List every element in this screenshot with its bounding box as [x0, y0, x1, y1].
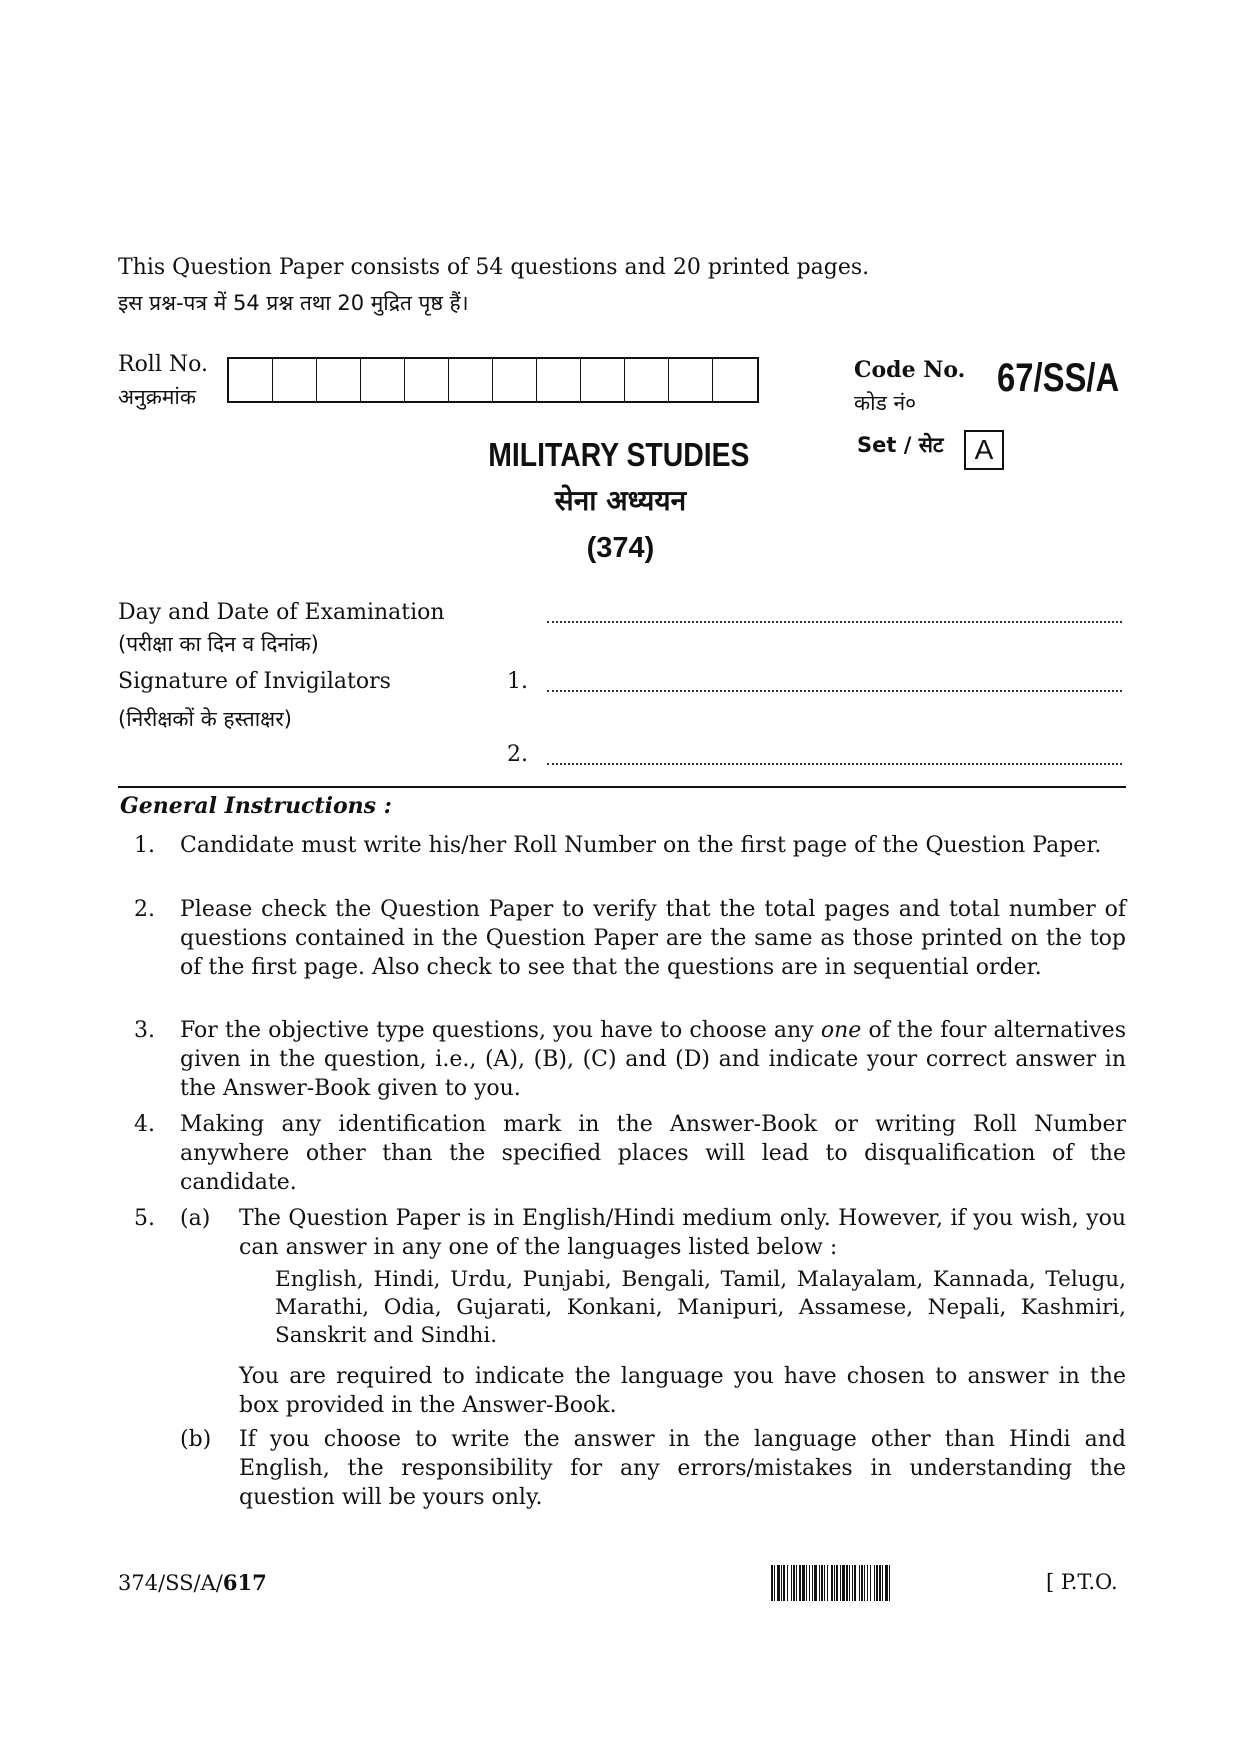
roll-label: Roll No. — [118, 352, 208, 377]
instruction-2-text: Please check the Question Paper to verify that the total pages and total number of questions contained in the Question Paper are the same as those printed on the top of the first page. Also check to see that the questions are in sequential order. — [180, 897, 1126, 980]
footer-code-prefix: 374/SS/A/ — [118, 1571, 223, 1595]
code-value: 67/SS/A — [997, 356, 1120, 400]
instruction-3-text-before: For the objective type questions, you have to choose any — [180, 1018, 821, 1043]
roll-label-hindi: अनुक्रमांक — [118, 385, 196, 409]
pto-label: [ P.T.O. — [1046, 1570, 1118, 1594]
subject-title: MILITARY STUDIES — [487, 436, 750, 473]
instruction-5a-text: The Question Paper is in English/Hindi medium only. However, if you wish, you can answer in any one of the languages listed below : — [239, 1206, 1126, 1260]
signature-label: Signature of Invigilators — [118, 669, 391, 694]
instruction-5a-languages: English, Hindi, Urdu, Punjabi, Bengali, Tamil, Malayalam, Kannada, Telugu, Marathi, Odia, Gujarati, Konkani, Manipuri, Assamese, Nepali, Kashmiri, Sanskrit and Sindhi. — [275, 1267, 1126, 1348]
instruction-3-text — [180, 1016, 1126, 1103]
instruction-2-number: 2. — [134, 897, 155, 922]
paper-consists-hindi: इस प्रश्न-पत्र में 54 प्रश्न तथा 20 मुद्रित पृष्ठ हैं। — [118, 291, 469, 315]
roll-digit-box[interactable] — [449, 359, 493, 401]
instruction-1-number: 1. — [134, 833, 155, 858]
roll-digit-box[interactable] — [537, 359, 581, 401]
set-value: A — [974, 434, 994, 465]
signature-label-hindi: (निरीक्षकों के हस्ताक्षर) — [118, 707, 292, 731]
signature-num-2: 2. — [507, 742, 528, 767]
roll-digit-box[interactable] — [317, 359, 361, 401]
set-label: Set / सेट — [857, 433, 944, 457]
subject-code: (374) — [586, 532, 655, 564]
instruction-5b-text: If you choose to write the answer in the language other than Hindi and English, the responsibility for any errors/mistakes in understanding the question will be yours only. — [239, 1427, 1126, 1510]
day-date-label-hindi: (परीक्षा का दिन व दिनांक) — [118, 632, 319, 656]
roll-digit-box[interactable] — [581, 359, 625, 401]
divider — [118, 786, 1126, 788]
paper-consists-text: This Question Paper consists of 54 questions and 20 printed pages. — [118, 255, 870, 280]
footer-code-number: 617 — [222, 1570, 267, 1595]
instruction-3-text-after: of the four alternatives given in the question, i.e., (A), (B), (C) and (D) and indicate your correct answer in the Answer-Book given to you. — [180, 1018, 1126, 1101]
instruction-3-number: 3. — [134, 1018, 155, 1043]
roll-digit-box[interactable] — [493, 359, 537, 401]
signature-field-1[interactable] — [547, 688, 1122, 692]
roll-digit-box[interactable] — [713, 359, 757, 401]
roll-digit-box[interactable] — [405, 359, 449, 401]
day-date-field[interactable] — [547, 619, 1122, 623]
roll-digit-box[interactable] — [625, 359, 669, 401]
roll-digit-box[interactable] — [669, 359, 713, 401]
instruction-3-emphasis: one — [820, 1018, 862, 1043]
signature-field-2[interactable] — [547, 761, 1122, 765]
subject-title-hindi: सेना अध्ययन — [554, 484, 687, 517]
instructions-heading: General Instructions : — [120, 793, 392, 819]
instruction-5a-note: You are required to indicate the language you have chosen to answer in the box provided in the Answer-Book. — [239, 1364, 1126, 1418]
barcode — [771, 1565, 892, 1601]
instruction-1-text: Candidate must write his/her Roll Number on the first page of the Question Paper. — [180, 833, 1102, 858]
instruction-5-number: 5. — [134, 1206, 155, 1231]
code-label-hindi: कोड नं० — [854, 391, 917, 415]
instruction-5a-label: (a) — [180, 1206, 211, 1231]
instruction-4-number: 4. — [134, 1112, 155, 1137]
roll-digit-box[interactable] — [273, 359, 317, 401]
roll-number-boxes[interactable] — [227, 357, 759, 403]
day-date-label: Day and Date of Examination — [118, 600, 445, 625]
instruction-5b-label: (b) — [180, 1427, 212, 1452]
signature-num-1: 1. — [507, 669, 528, 694]
code-label: Code No. — [854, 357, 966, 383]
roll-digit-box[interactable] — [361, 359, 405, 401]
instruction-4-text: Making any identification mark in the Answer-Book or writing Roll Number anywhere other than the specified places will lead to disqualification of the candidate. — [180, 1112, 1126, 1195]
footer-code — [118, 1570, 267, 1595]
roll-digit-box[interactable] — [229, 359, 273, 401]
